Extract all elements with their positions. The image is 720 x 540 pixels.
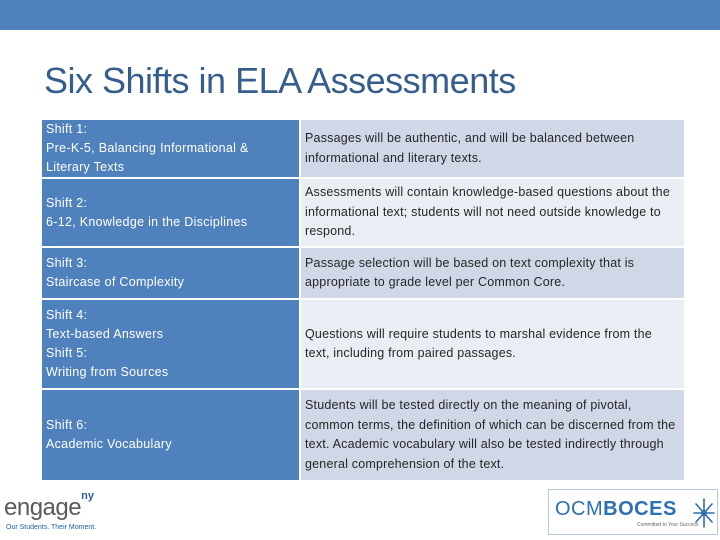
boces-ocm-text: OCM <box>555 498 604 520</box>
shift-description: Passages will be authentic, and will be balanced between informational and literary texts. <box>301 120 684 177</box>
shift-label-cell <box>42 179 299 246</box>
shift-label-line: Shift 1: <box>46 122 88 136</box>
ocm-boces-logo <box>548 489 718 535</box>
shift-label-line: Shift 2: <box>46 195 88 210</box>
shift-label-line: Shift 5: <box>46 346 88 360</box>
shift-label-cell <box>42 248 299 298</box>
engageny-logo <box>4 490 97 531</box>
table-row <box>42 179 684 246</box>
boces-text: BOCES <box>603 498 677 520</box>
engage-tagline: Our Students. Their Moment. <box>6 524 97 531</box>
table-row <box>42 390 684 480</box>
shift-label-cell <box>42 390 299 480</box>
boces-wordmark <box>555 498 677 521</box>
slide-title: Six Shifts in ELA Assessments <box>44 60 516 101</box>
shift-label-line: Writing from Sources <box>46 365 169 379</box>
star-burst-icon <box>692 496 716 530</box>
shift-label-line: Staircase of Complexity <box>46 275 185 289</box>
shift-label-line: Text-based Answers <box>46 327 164 341</box>
shift-description: Assessments will contain knowledge-based questions about the informational text; students will not need outside knowledge to respond. <box>301 179 684 246</box>
shift-description: Students will be tested directly on the meaning of pivotal, common terms, the definition of which can be discerned from the text. Academic vocabulary will also be tested indirectly through general comprehension of the text. <box>301 390 684 480</box>
shift-label-line: Shift 3: <box>46 256 88 270</box>
table-row <box>42 248 684 298</box>
engage-ny-mark: ny <box>81 490 94 502</box>
table-row <box>42 120 684 177</box>
shift-label-line: Shift 4: <box>46 308 88 322</box>
shift-label-cell <box>42 120 299 177</box>
top-banner <box>0 0 720 30</box>
shift-description: Questions will require students to marshal evidence from the text, including from paired passages. <box>301 300 684 388</box>
shift-label-line: Literary Texts <box>46 160 125 174</box>
shift-label-line: Academic Vocabulary <box>46 437 172 451</box>
shift-description: Passage selection will be based on text complexity that is appropriate to grade level per Common Core. <box>301 248 684 298</box>
table-row <box>42 300 684 388</box>
boces-tagline: Committed to Your Success <box>637 522 699 528</box>
shift-label-line: Pre-K-5, Balancing Informational & <box>46 141 249 155</box>
engage-wordmark: engage <box>4 494 82 521</box>
shift-label-cell <box>42 300 299 388</box>
shift-label-line: 6-12, Knowledge in the Disciplines <box>46 214 248 229</box>
shift-label-line: Shift 6: <box>46 418 88 432</box>
shifts-table <box>42 120 684 482</box>
